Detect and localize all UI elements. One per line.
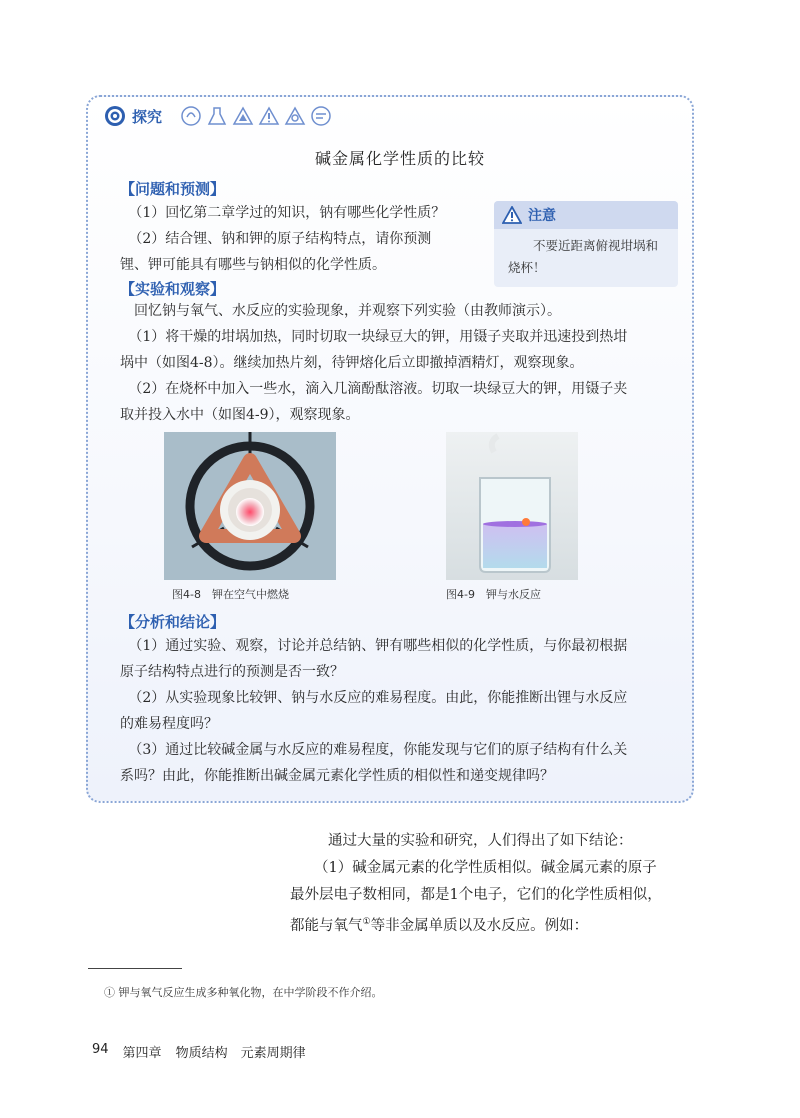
analysis-line: （3）通过比较碱金属与水反应的难易程度，你能发现与它们的原子结构有什么关 [128, 742, 628, 758]
predict-line: 锂、钾可能具有哪些与钠相似的化学性质。 [120, 257, 386, 273]
predict-text [120, 200, 490, 278]
triangle-step-icon [232, 105, 254, 127]
footnote-divider [88, 968, 182, 969]
inquiry-tagline [104, 105, 332, 127]
analysis-line: （1）通过实验、观察，讨论并总结钠、钾有哪些相似的化学性质，与你最初根据 [128, 638, 628, 654]
recycle-step-icon [284, 105, 306, 127]
analysis-text [120, 633, 690, 789]
experiment-text [120, 298, 690, 428]
analysis-heading: 【分析和结论】 [120, 613, 226, 631]
experiment-line: 回忆钠与氧气、水反应的实验现象，并观察下列实验（由教师演示）。 [134, 303, 561, 319]
analysis-line: （2）从实验现象比较钾、钠与水反应的难易程度。由此，你能推断出锂与水反应 [128, 690, 628, 706]
figure-4-9-caption: 图4-9 钾与水反应 [446, 588, 541, 601]
page-number: 94 [92, 1042, 109, 1057]
conclusion-text [290, 828, 700, 940]
conclusion-line: （1）碱金属元素的化学性质相似。碱金属元素的原子 [314, 860, 657, 876]
oxygen-text: 都能与氧气 [290, 917, 363, 934]
conclusion-line [290, 909, 700, 940]
predict-line: （2）结合锂、钠和钾的原子结构特点，请你预测 [128, 231, 432, 247]
target-icon [104, 105, 126, 127]
page-footer [92, 1042, 306, 1061]
question-step-icon [180, 105, 202, 127]
analysis-line: 原子结构特点进行的预测是否一致？ [120, 664, 344, 680]
experiment-line: （1）将干燥的坩埚加热，同时切取一块绿豆大的钾，用镊子夹取并迅速投到热坩 [128, 329, 628, 345]
figure-4-8-image [164, 432, 336, 580]
figure-4-8-caption: 图4-8 钾在空气中燃烧 [172, 588, 289, 601]
conclusion-tail: 等非金属单质以及水反应。例如： [370, 917, 589, 934]
experiment-line: （2）在烧杯中加入一些水，滴入几滴酚酞溶液。切取一块绿豆大的钾，用镊子夹 [128, 381, 628, 397]
caution-title: 注意 [528, 208, 556, 224]
predict-heading: 【问题和预测】 [120, 180, 226, 198]
chapter-label: 第四章 [122, 1046, 162, 1061]
footnote-marker[interactable]: ① [362, 917, 371, 927]
experiment-line: 埚中（如图4-8）。继续加热片刻，待钾熔化后立即撤掉酒精灯，观察现象。 [120, 355, 584, 371]
experiment-title: 碱金属化学性质的比较 [314, 149, 485, 168]
footnote: ① 钾与氧气反应生成多种氧化物，在中学阶段不作介绍。 [104, 986, 383, 999]
chapter-title: 物质结构 元素周期律 [175, 1046, 306, 1061]
inquiry-steps [180, 105, 332, 127]
analysis-line: 系吗？由此，你能推断出碱金属元素化学性质的相似性和递变规律吗？ [120, 768, 554, 784]
figure-4-9-image [446, 432, 578, 580]
conclusion-line: 通过大量的实验和研究，人们得出了如下结论： [328, 833, 633, 849]
discuss-step-icon [310, 105, 332, 127]
warning-icon [502, 206, 522, 224]
experiment-heading: 【实验和观察】 [120, 280, 226, 298]
experiment-line: 取并投入水中（如图4-9），观察现象。 [120, 407, 360, 423]
caution-note-header [494, 201, 678, 229]
analysis-line: 的难易程度吗？ [120, 716, 218, 732]
warning-step-icon [258, 105, 280, 127]
predict-line: （1）回忆第二章学过的知识，钠有哪些化学性质？ [128, 205, 446, 221]
flask-step-icon [206, 105, 228, 127]
caution-text: 不要近距离俯视坩埚和烧杯！ [508, 238, 659, 275]
caution-note [494, 201, 678, 287]
inquiry-tag: 探究 [132, 107, 163, 126]
conclusion-line: 最外层电子数相同，都是1个电子，它们的化学性质相似， [290, 887, 662, 903]
